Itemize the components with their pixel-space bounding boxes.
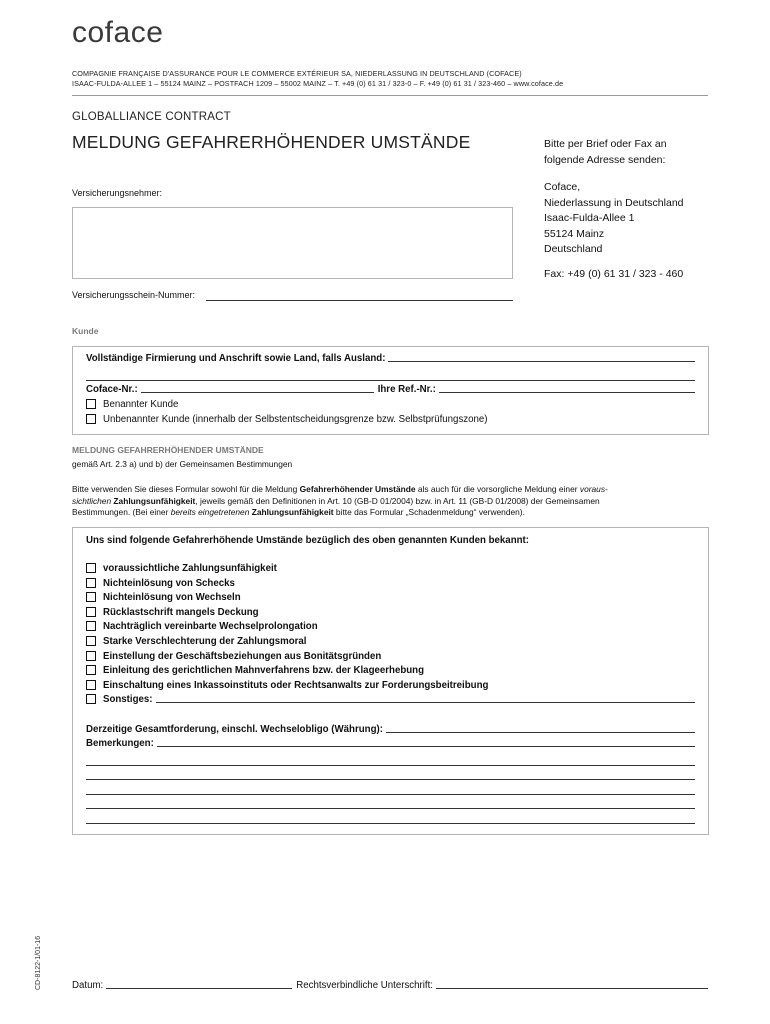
circumstance-label: Rücklastschrift mangels Deckung xyxy=(103,607,259,618)
company-line: COMPAGNIE FRANÇAISE D'ASSURANCE POUR LE COMMERCE EXTÉRIEUR SA, NIEDERLASSUNG IN DEUTSCHLAND (COFACE) xyxy=(72,69,522,78)
address-line-2: Niederlassung in Deutschland xyxy=(544,196,684,209)
policyholder-field[interactable] xyxy=(72,207,513,279)
address-line-4: 55124 Mainz xyxy=(544,227,605,240)
signature-row xyxy=(72,980,708,991)
total-claim-row xyxy=(86,724,695,735)
circumstance-item[interactable] xyxy=(86,563,277,574)
coface-nr-field[interactable] xyxy=(141,392,374,393)
other-field[interactable] xyxy=(156,702,695,703)
remarks-line[interactable] xyxy=(86,794,695,795)
named-customer-label: Benannter Kunde xyxy=(103,399,179,410)
company-label: Vollständige Firmierung und Anschrift sowie Land, falls Ausland: xyxy=(86,353,386,364)
circumstance-label: Einschaltung eines Inkassoinstituts oder Rechtsanwalts zur Forderungsbeitreibung xyxy=(103,680,489,691)
page-title: MELDUNG GEFAHRERHÖHENDER UMSTÄNDE xyxy=(72,132,471,152)
coface-logo: coface xyxy=(72,16,164,49)
circumstance-item-other[interactable] xyxy=(86,694,695,705)
signature-field[interactable] xyxy=(436,988,708,989)
instruction-line-2: folgende Adresse senden: xyxy=(544,153,666,166)
coface-nr-label: Coface-Nr.: xyxy=(86,384,138,395)
circumstance-item[interactable] xyxy=(86,607,259,618)
circumstance-item[interactable] xyxy=(86,665,424,676)
circumstance-checkbox[interactable] xyxy=(86,563,96,573)
remarks-label: Bemerkungen: xyxy=(86,738,154,749)
circumstance-label: Nichteinlösung von Wechseln xyxy=(103,592,241,603)
company-row xyxy=(86,353,695,364)
para-part-c: als auch für die vorsorgliche Meldung einer xyxy=(415,484,580,494)
circumstance-item[interactable] xyxy=(86,680,488,691)
para-part-k: bitte das Formular „Schadenmeldung“ verwenden). xyxy=(333,507,525,518)
instruction-line-1: Bitte per Brief oder Fax an xyxy=(544,138,667,150)
report-subtitle: gemäß Art. 2.3 a) und b) der Gemeinsamen Bestimmungen xyxy=(72,459,293,469)
circumstance-checkbox[interactable] xyxy=(86,636,96,646)
ref-nr-label: Ihre Ref.-Nr.: xyxy=(377,384,436,395)
circumstance-checkbox[interactable] xyxy=(86,680,96,690)
send-instructions xyxy=(544,137,667,168)
form-code: CD-8122-1/01-16 xyxy=(35,935,42,990)
address-line-1: Coface, xyxy=(544,181,581,193)
policy-number-label: Versicherungsschein-Nummer: xyxy=(72,290,196,300)
header-divider xyxy=(72,95,708,96)
remarks-row xyxy=(86,738,695,749)
address-line-3: Isaac-Fulda-Allee 1 xyxy=(544,212,635,224)
remarks-line[interactable] xyxy=(86,765,695,766)
address-line-5: Deutschland xyxy=(544,243,603,255)
total-claim-label: Derzeitige Gesamtforderung, einschl. Wechselobligo (Währung): xyxy=(86,724,383,735)
para-part-i: bereits eingetretenen xyxy=(170,507,250,518)
company-field-line-2[interactable] xyxy=(86,380,695,381)
total-claim-field[interactable] xyxy=(386,732,695,733)
policyholder-label: Versicherungsnehmer: xyxy=(72,188,163,198)
para-part-j: Zahlungsunfähigkeit xyxy=(249,507,334,518)
circumstance-label: Einstellung der Geschäftsbeziehungen aus Bonitätsgründen xyxy=(103,651,382,662)
circumstance-label: Einleitung des gerichtlichen Mahnverfahrens bzw. der Klageerhebung xyxy=(103,665,425,676)
date-field[interactable] xyxy=(106,988,292,989)
unnamed-customer-checkbox[interactable] xyxy=(86,414,96,424)
circumstance-checkbox[interactable] xyxy=(86,694,96,704)
circumstance-label: Starke Verschlechterung der Zahlungsmoral xyxy=(103,636,307,647)
circumstance-item[interactable] xyxy=(86,636,307,647)
para-part-h: Bestimmungen. (Bei einer xyxy=(72,507,171,518)
remarks-line[interactable] xyxy=(86,823,695,824)
para-part-d: voraus- xyxy=(579,484,608,494)
customer-section-label: Kunde xyxy=(72,326,99,336)
named-customer-checkbox[interactable] xyxy=(86,399,96,409)
circumstances-heading: Uns sind folgende Gefahrerhöhende Umstände bezüglich des oben genannten Kunden bekannt: xyxy=(86,535,529,546)
unnamed-customer-label: Unbenannter Kunde (innerhalb der Selbstentscheidungsgrenze bzw. Selbstprüfungszone) xyxy=(103,414,488,425)
company-field[interactable] xyxy=(388,361,695,362)
unnamed-customer-option[interactable] xyxy=(86,414,488,425)
circumstance-checkbox[interactable] xyxy=(86,578,96,588)
circumstance-checkbox[interactable] xyxy=(86,651,96,661)
coface-address xyxy=(544,180,684,258)
circumstance-label: Nachträglich vereinbarte Wechselprolongation xyxy=(103,621,318,632)
address-line: ISAAC-FULDA-ALLEE 1 – 55124 MAINZ – POSTFACH 1209 – 55002 MAINZ – T. +49 (0) 61 31 / 323-0 – F. +49 (0) 61 31 / 323-460 – www.coface.de xyxy=(72,79,564,88)
para-part-f: Zahlungsunfähigkeit xyxy=(111,495,196,506)
fax-number: Fax: +49 (0) 61 31 / 323 - 460 xyxy=(544,268,684,280)
signature-label: Rechtsverbindliche Unterschrift: xyxy=(296,980,433,991)
para-part-g: , jeweils gemäß den Definitionen in Art. 10 (GB-D 01/2004) bzw. in Art. 11 (GB-D 01/2008) der Gemeinsamen xyxy=(195,495,600,506)
circumstance-label: voraussichtliche Zahlungsunfähigkeit xyxy=(103,563,277,574)
report-section-label: MELDUNG GEFAHRERHÖHENDER UMSTÄNDE xyxy=(72,445,264,455)
date-label: Datum: xyxy=(72,980,104,991)
remarks-line[interactable] xyxy=(86,808,695,809)
circumstance-label: Sonstiges: xyxy=(103,694,153,705)
named-customer-option[interactable] xyxy=(86,399,178,410)
para-part-a: Bitte verwenden Sie dieses Formular sowohl für die Meldung xyxy=(72,484,300,494)
para-part-e: sichtlichen xyxy=(72,495,112,506)
remarks-line[interactable] xyxy=(86,779,695,780)
circumstance-checkbox[interactable] xyxy=(86,621,96,631)
circumstance-item[interactable] xyxy=(86,592,241,603)
circumstance-checkbox[interactable] xyxy=(86,607,96,617)
numbers-row xyxy=(86,384,695,395)
ref-nr-field[interactable] xyxy=(439,392,695,393)
circumstance-checkbox[interactable] xyxy=(86,592,96,602)
remarks-field[interactable] xyxy=(157,746,695,747)
circumstance-checkbox[interactable] xyxy=(86,665,96,675)
contract-label: GLOBALLIANCE CONTRACT xyxy=(72,111,231,123)
circumstance-item[interactable] xyxy=(86,578,235,589)
circumstance-item[interactable] xyxy=(86,651,381,662)
para-part-b: Gefahrerhöhender Umstände xyxy=(299,484,416,494)
policy-number-field[interactable] xyxy=(206,300,513,301)
circumstance-item[interactable] xyxy=(86,621,318,632)
instructions-paragraph xyxy=(72,484,712,519)
circumstance-label: Nichteinlösung von Schecks xyxy=(103,578,235,589)
